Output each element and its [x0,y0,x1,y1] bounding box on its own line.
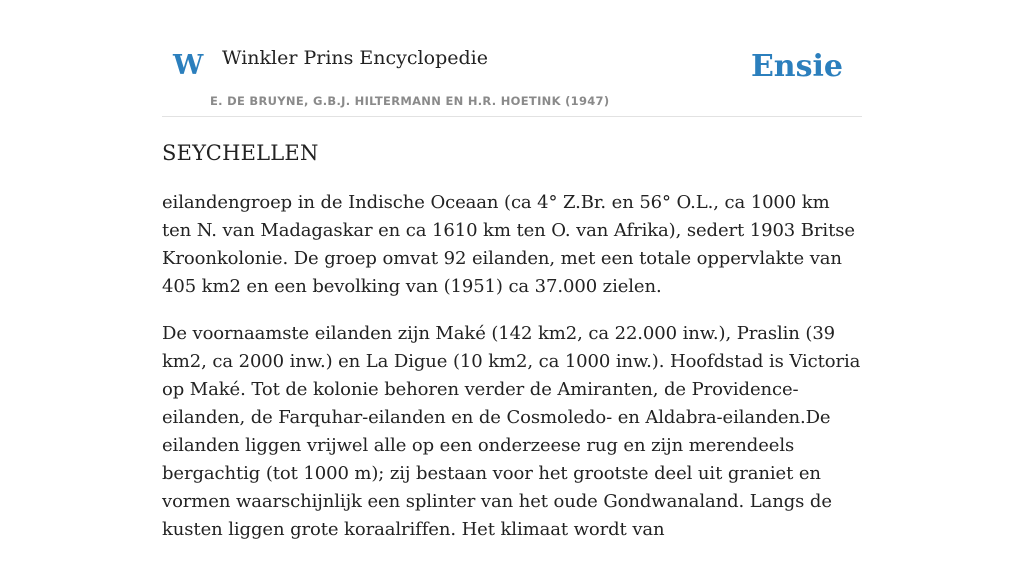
book-authors: E. DE BRUYNE, G.B.J. HILTERMANN EN H.R. HOETINK (1947) [210,94,610,108]
entry-paragraph: eilandengroep in de Indische Oceaan (ca 4° Z.Br. en 56° O.L., ca 1000 km ten N. van Madagaskar en ca 1610 km ten O. van Afrika), sedert 1903 Britse Kroonkolonie. De groep omvat 92 eilanden, met een totale oppervlakte van 405 km2 en een bevolking van (1951) ca 37.000 zielen. [162,192,855,298]
entry-paragraph: De voornaamste eilanden zijn Maké (142 km2, ca 22.000 inw.), Praslin (39 km2, ca 2000 inw.) en La Digue (10 km2, ca 1000 inw.). Hoofdstad is Victoria op Maké. Tot de kolonie behoren verder de Amiranten, de Providence-eilanden, de Farquhar-eilanden en de Cosmoledo- en Aldabra-eilanden.De eilanden liggen vrijwel alle op een onderzeese rug en zijn merendeels bergachtig (tot 1000 m); zij bestaan voor het grootste deel uit graniet en vormen waarschijnlijk een splinter van het oude Gondwanaland. Langs de kusten liggen grote koraalriffen. Het klimaat wordt van [162,323,861,541]
entry-title: SEYCHELLEN [162,141,319,165]
ensie-brand-logo[interactable]: Ensie [750,49,843,84]
book-title-link[interactable]: Winkler Prins Encyclopedie [222,47,488,69]
book-logo[interactable]: W [173,50,204,81]
entry-content [162,140,862,563]
book-header [162,0,862,117]
